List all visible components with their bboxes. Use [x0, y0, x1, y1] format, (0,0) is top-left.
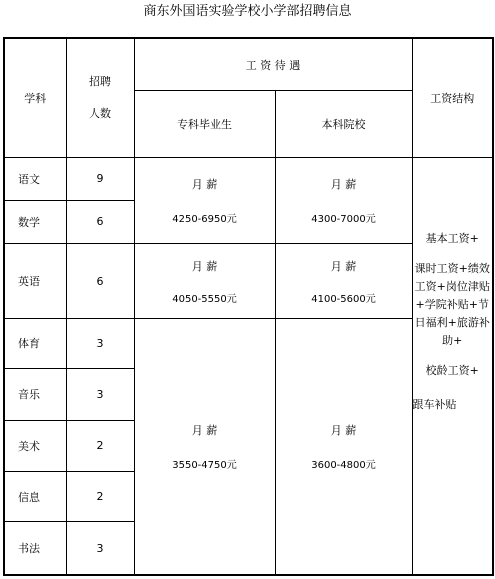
count-cell: 3	[66, 318, 134, 368]
page-title: 商东外国语实验学校小学部招聘信息	[143, 4, 352, 19]
header-subject: 学科	[4, 38, 66, 157]
count-cell: 6	[66, 244, 134, 319]
count-cell: 3	[66, 368, 134, 420]
subject-cell: 信息	[4, 471, 66, 522]
salary-range: 4050-5550元	[172, 293, 237, 305]
recruitment-table	[3, 37, 494, 576]
salary-range: 3600-4800元	[311, 459, 376, 471]
header-recruit-count	[66, 38, 134, 157]
salary-range: 3550-4750元	[172, 459, 237, 471]
table-row	[4, 157, 493, 200]
structure-line: 助+	[442, 333, 463, 347]
header-recruit-line2: 人数	[89, 106, 111, 120]
header-salary-group: 工 资 待 遇	[134, 38, 412, 91]
header-row-top	[4, 38, 493, 91]
salary-college-cell	[134, 157, 275, 243]
structure-line: +学院补贴+节	[415, 297, 489, 311]
salary-university-cell	[275, 244, 412, 319]
salary-college-cell	[134, 244, 275, 319]
structure-line: 校龄工资+	[425, 363, 479, 377]
header-structure: 工资结构	[412, 38, 493, 157]
salary-label: 月 薪	[191, 259, 218, 273]
count-cell: 2	[66, 471, 134, 522]
subject-cell: 音乐	[4, 368, 66, 420]
subject-cell: 数学	[4, 200, 66, 244]
structure-line: 跟车补贴	[412, 397, 457, 411]
salary-label: 月 薪	[330, 178, 357, 192]
salary-structure-cell	[412, 157, 493, 575]
count-cell: 2	[66, 420, 134, 471]
salary-label: 月 薪	[191, 423, 218, 437]
salary-university-cell	[275, 318, 412, 575]
subject-cell: 体育	[4, 318, 66, 368]
structure-line: 课时工资+绩效	[414, 261, 490, 275]
count-cell: 3	[66, 522, 134, 575]
salary-range: 4250-6950元	[172, 214, 237, 226]
subject-cell: 语文	[4, 157, 66, 200]
salary-label: 月 薪	[191, 178, 218, 192]
structure-line: 基本工资+	[425, 231, 479, 245]
header-college: 专科毕业生	[134, 91, 275, 157]
salary-label: 月 薪	[330, 259, 357, 273]
subject-cell: 书法	[4, 522, 66, 575]
salary-university-cell	[275, 157, 412, 243]
count-cell: 9	[66, 157, 134, 200]
structure-line: 日福利+旅游补	[414, 315, 490, 329]
header-university: 本科院校	[275, 91, 412, 157]
salary-label: 月 薪	[330, 423, 357, 437]
structure-line: 工资+岗位津贴	[414, 279, 490, 293]
salary-college-cell	[134, 318, 275, 575]
subject-cell: 美术	[4, 420, 66, 471]
subject-cell: 英语	[4, 244, 66, 319]
salary-range: 4300-7000元	[311, 214, 376, 226]
count-cell: 6	[66, 200, 134, 244]
header-recruit-line1: 招聘	[89, 74, 111, 88]
salary-range: 4100-5600元	[311, 293, 376, 305]
